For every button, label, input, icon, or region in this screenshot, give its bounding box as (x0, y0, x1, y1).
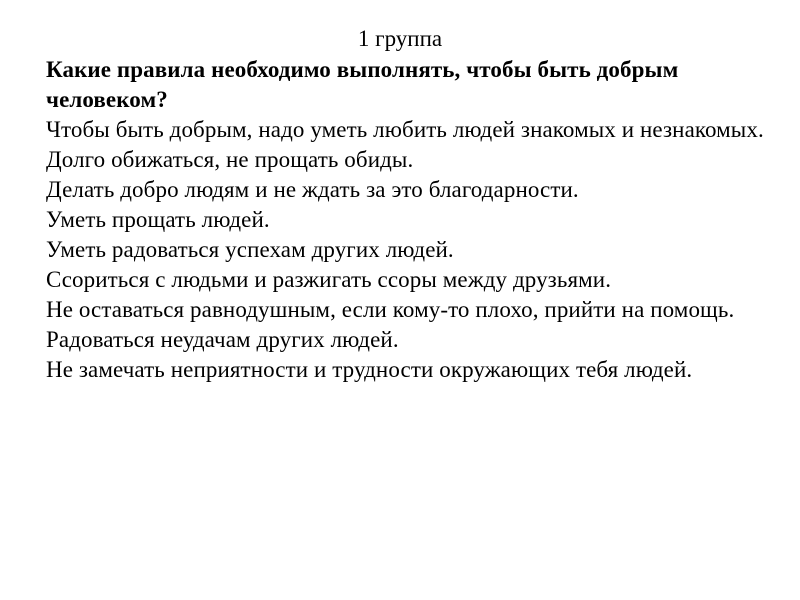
group-title: 1 группа (357, 26, 443, 51)
question-heading: Какие правила необходимо выполнять, чтобы быть добрым человеком? (46, 57, 679, 112)
statement-item: Долго обижаться, не прощать обиды. (46, 147, 414, 172)
statement-item: Уметь радоваться успехам других людей. (46, 237, 454, 262)
statement-item: Чтобы быть добрым, надо уметь любить людей знакомых и незнакомых. (46, 117, 764, 142)
slide-content (46, 55, 776, 385)
statement-item: Уметь прощать людей. (46, 207, 270, 232)
statement-item: Ссориться с людьми и разжигать ссоры между друзьями. (46, 267, 612, 292)
statement-item: Не оставаться равнодушным, если кому-то плохо, прийти на помощь. (46, 297, 735, 322)
statement-item: Радоваться неудачам других людей. (46, 327, 399, 352)
statement-item: Не замечать неприятности и трудности окружающих тебя людей. (46, 357, 693, 382)
statement-item: Делать добро людям и не ждать за это благодарности. (46, 177, 579, 202)
